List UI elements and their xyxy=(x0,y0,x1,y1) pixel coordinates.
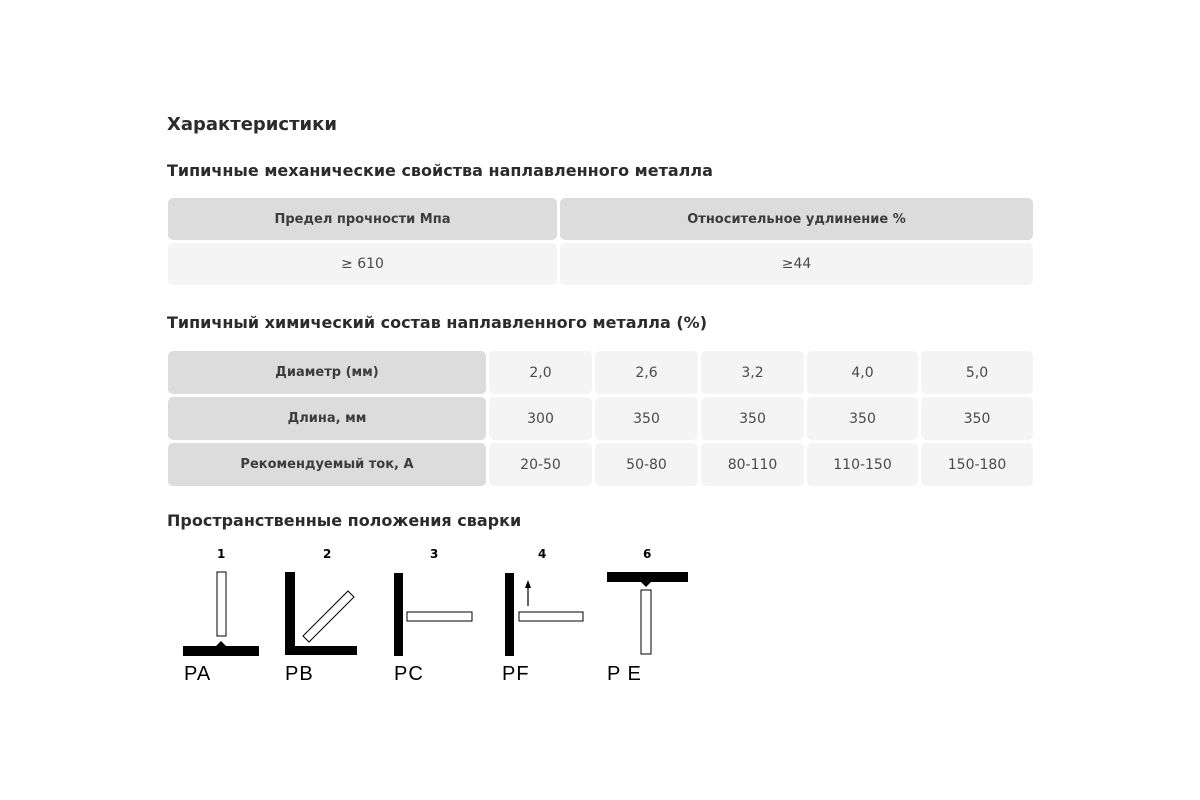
positions-title: Пространственные положения сварки xyxy=(167,511,522,530)
value-cell: ≥ 610 xyxy=(168,243,557,285)
row-label: Длина, мм xyxy=(168,397,486,440)
row-label: Рекомендуемый ток, А xyxy=(168,443,486,486)
position-number: 4 xyxy=(538,547,547,561)
table-row xyxy=(168,198,1033,240)
value-cell: 2,0 xyxy=(489,351,592,394)
value-cell: 80-110 xyxy=(701,443,804,486)
position-number: 6 xyxy=(643,547,652,561)
position-code: PC xyxy=(394,663,424,685)
header-cell: Относительное удлинение % xyxy=(560,198,1033,240)
value-cell: 350 xyxy=(701,397,804,440)
chemical-table xyxy=(165,348,1036,489)
value-cell: 2,6 xyxy=(595,351,698,394)
position-code: PA xyxy=(184,663,212,685)
table-row xyxy=(168,243,1033,285)
mechanical-title: Типичные механические свойства наплавленного металла xyxy=(167,161,713,180)
position-number: 3 xyxy=(430,547,439,561)
row-label: Диаметр (мм) xyxy=(168,351,486,394)
value-cell: 50-80 xyxy=(595,443,698,486)
section-title: Характеристики xyxy=(167,114,337,135)
value-cell: 3,2 xyxy=(701,351,804,394)
weld-position-pe xyxy=(606,545,716,695)
position-number: 2 xyxy=(323,547,332,561)
value-cell: 150-180 xyxy=(921,443,1033,486)
value-cell: 350 xyxy=(921,397,1033,440)
position-code: P E xyxy=(607,663,642,685)
value-cell: 5,0 xyxy=(921,351,1033,394)
value-cell: 4,0 xyxy=(807,351,918,394)
table-row xyxy=(168,443,1033,486)
value-cell: 20-50 xyxy=(489,443,592,486)
value-cell: 350 xyxy=(807,397,918,440)
value-cell: ≥44 xyxy=(560,243,1033,285)
weld-position-pa xyxy=(180,545,290,695)
weld-position-pb xyxy=(283,545,393,695)
weld-position-pf xyxy=(500,545,610,695)
position-code: PB xyxy=(285,663,314,685)
table-row xyxy=(168,397,1033,440)
table-row xyxy=(168,351,1033,394)
value-cell: 350 xyxy=(595,397,698,440)
value-cell: 110-150 xyxy=(807,443,918,486)
weld-position-pc xyxy=(392,545,502,695)
mechanical-table xyxy=(165,195,1036,288)
header-cell: Предел прочности Мпа xyxy=(168,198,557,240)
value-cell: 300 xyxy=(489,397,592,440)
position-number: 1 xyxy=(217,547,226,561)
chemical-title: Типичный химический состав наплавленного металла (%) xyxy=(167,313,707,332)
position-code: PF xyxy=(502,663,530,685)
